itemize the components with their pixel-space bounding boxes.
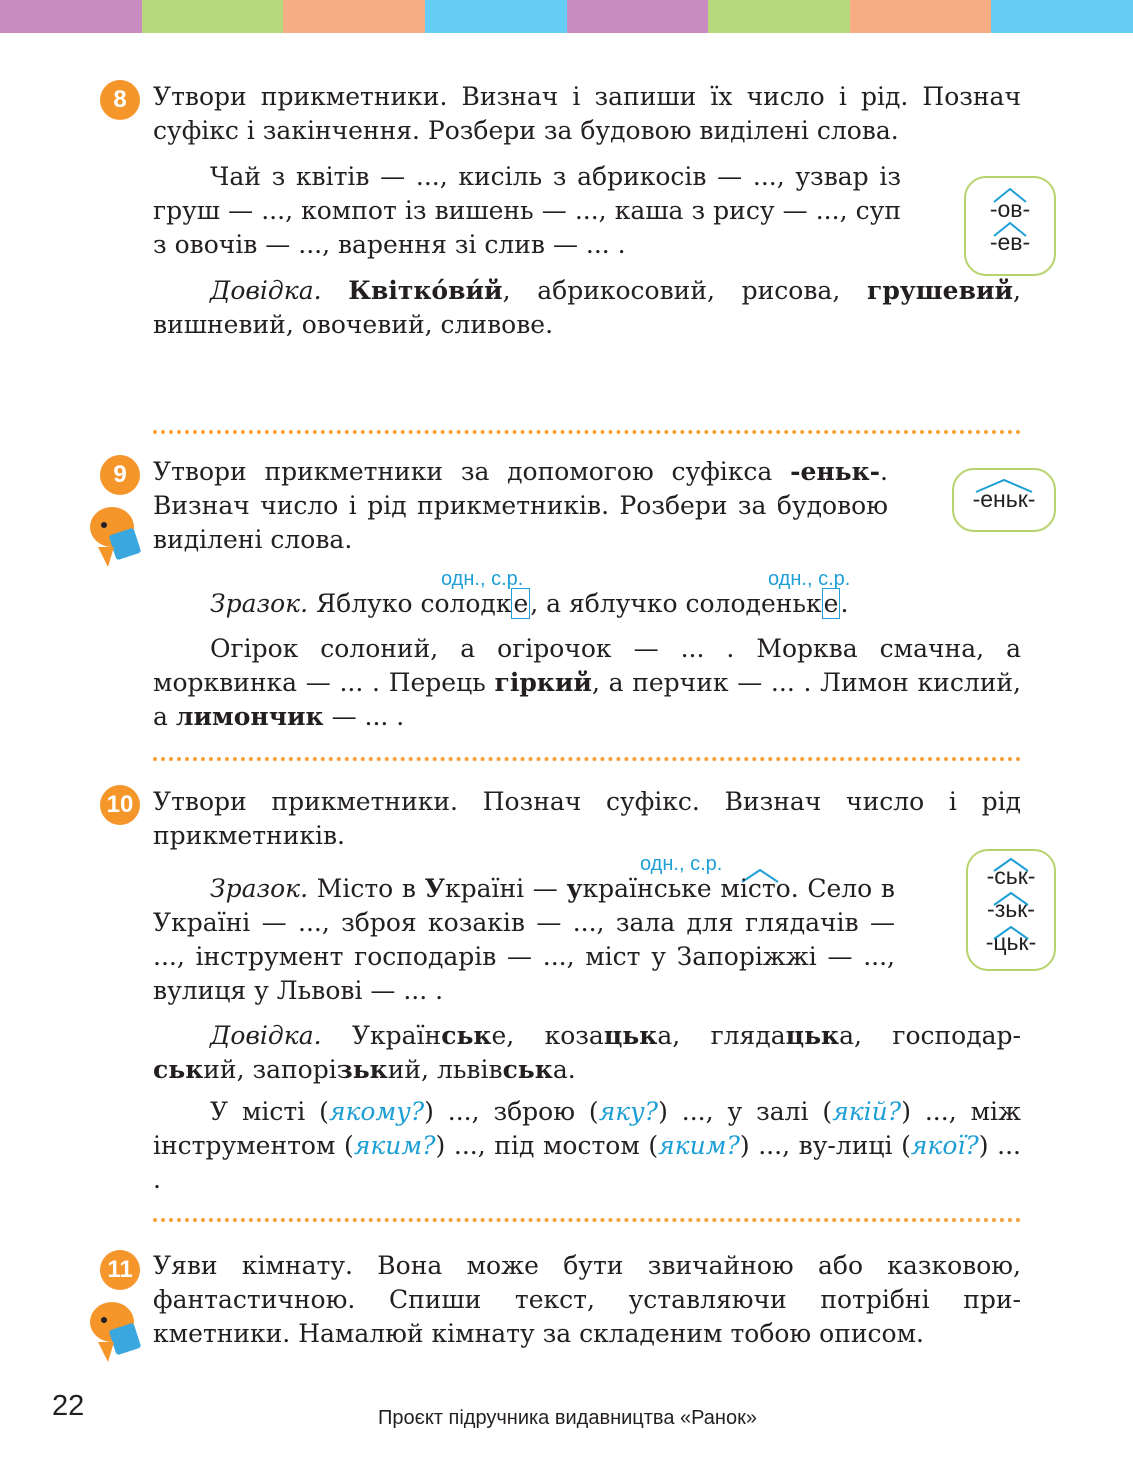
bold-suffix: ськ [441, 1021, 492, 1050]
question-word: яким? [658, 1131, 740, 1160]
color-stripe [850, 0, 992, 33]
bold-suffix: ськ [502, 1055, 553, 1084]
question-word: якому? [328, 1097, 425, 1126]
text: ) ..., ву-лиці ( [739, 1131, 911, 1160]
hint-text: , вишневий, овочевий, сливове. [153, 276, 1021, 339]
page-number: 22 [52, 1390, 85, 1422]
question-word: яким? [353, 1131, 436, 1160]
bold-word: гіркий [494, 668, 592, 697]
hint-bold-word: Квітко́ви́й [348, 276, 503, 305]
text: ) ..., у залі ( [658, 1097, 833, 1126]
exercise-11-task: Уяви кімнату. Вона може бути звичайною або казковою, фантастичною. Спиши текст, уставляючи потрібні при-кметники. Намалюй кімнату за складеним тобою описом. [153, 1251, 1021, 1348]
suffix-label: -зьк- [987, 896, 1035, 922]
text: — ... . [323, 702, 405, 731]
hint-label: Довідка. [210, 276, 322, 305]
task-text: Утвори прикметники за допомогою суфікса [153, 457, 791, 486]
color-stripe [567, 0, 709, 33]
bold-suffix: цьк [785, 1021, 840, 1050]
text: ий, львів [387, 1055, 503, 1084]
exercise-9-body [153, 587, 1021, 734]
exercise-number-9: 9 [100, 455, 140, 495]
pencil-mascot-icon [86, 1298, 146, 1364]
bold-suffix: ськ [153, 1055, 204, 1084]
dotted-divider [153, 757, 1021, 761]
exercise-10-sample [153, 872, 895, 1008]
footer-note: Проєкт підручника видавництва «Ранок» [378, 1407, 757, 1429]
text: , а перчик — ... . Лимон кислий, а [153, 668, 1021, 731]
text: У місті ( [210, 1097, 329, 1126]
text: ) ..., під мостом ( [435, 1131, 659, 1160]
exercise-8-hint [153, 274, 1021, 342]
exercise-9-sample [153, 587, 1021, 621]
question-word: яку? [598, 1097, 659, 1126]
sample-text: Яблуко солодк [308, 589, 512, 618]
text: а, господар- [839, 1021, 1021, 1050]
hint-bold-word: грушевий [867, 276, 1014, 305]
exercise-10-body [153, 872, 895, 1008]
color-stripe [0, 0, 142, 33]
suffix-tile-ov-ev [964, 176, 1056, 276]
sample-label: Зразок. [210, 589, 309, 618]
text: Україн [321, 1021, 442, 1050]
text: ) ..., зброю ( [424, 1097, 599, 1126]
suffix-label: -еньк- [972, 486, 1036, 512]
color-stripe [991, 0, 1133, 33]
bold-letter: у [566, 874, 583, 903]
color-stripe [142, 0, 284, 33]
annotation-number-gender: одн., с.р. [768, 568, 851, 590]
annotation-number-gender: одн., с.р. [441, 568, 524, 590]
text: Місто в [308, 874, 425, 903]
exercise-10-task: Утвори прикметники. Познач суфікс. Визнач число і рід прикметників. [153, 787, 1021, 850]
exercise-10 [153, 785, 1021, 853]
annotation-number-gender: одн., с.р. [640, 853, 723, 875]
task-text: . Визнач число і рід прикметників. Розбери за будовою виділені слова. [153, 457, 888, 554]
exercise-9 [153, 455, 1021, 557]
exercise-11 [153, 1249, 1021, 1351]
text: країні — [444, 874, 567, 903]
exercise-9-task [153, 455, 888, 557]
exercise-10-hint [153, 1019, 1021, 1087]
question-word: якої? [910, 1131, 979, 1160]
ending-box: е [823, 589, 839, 618]
text: ий, запорі [203, 1055, 337, 1084]
hint-text: , абрикосовий, рисова, [502, 276, 867, 305]
text: а. [552, 1055, 576, 1084]
suffix-mark-icon [954, 470, 1054, 530]
exercise-8 [153, 80, 1021, 342]
ending-box: е [513, 589, 529, 618]
exercise-number-10: 10 [100, 785, 140, 825]
text: е, коза [491, 1021, 604, 1050]
question-word: якій? [832, 1097, 902, 1126]
bold-letter: У [424, 874, 445, 903]
text: Огірок солоний, а огірочок — ... . Морква смачна, а морквинка — ... . Перець [153, 634, 1021, 697]
color-stripe [283, 0, 425, 33]
text: країнське місто. Село в Україні — ..., зброя козаків — ..., зала для глядачів — ..., інструмент господарів — ..., міст у Запоріжжі — ..., вулиця у Львові — ... . [153, 874, 895, 1005]
suffix-tile-sk-zk-tsk [966, 849, 1056, 971]
sample-text: , а яблучко солоденьк [530, 589, 822, 618]
hint-label: Довідка. [210, 1021, 322, 1050]
color-stripe [708, 0, 850, 33]
sample-label: Зразок. [210, 874, 309, 903]
color-stripe [425, 0, 567, 33]
suffix-mark-icon [966, 178, 1054, 274]
dotted-divider [153, 430, 1021, 434]
task-bold-suffix: -еньк- [790, 457, 881, 486]
text: а, гляда [657, 1021, 786, 1050]
suffix-tile-enk [952, 468, 1056, 532]
suffix-mark-icon [968, 851, 1054, 969]
suffix-label: -цьк- [985, 929, 1037, 955]
exercise-number-8: 8 [100, 80, 140, 120]
exercise-10-questions [153, 1095, 1021, 1197]
exercise-10-hint-block [153, 1019, 1021, 1197]
bold-suffix: зьк [336, 1055, 388, 1084]
exercise-8-task: Утвори прикметники. Визнач і запиши їх число і рід. Познач суфікс і закінчення. Розбери за будовою виділені слова. [153, 82, 1021, 145]
text: ) ... . [153, 1131, 1022, 1194]
text: ) ..., між інструментом ( [153, 1097, 1022, 1160]
suffix-label: -ськ- [986, 863, 1036, 889]
exercise-number-11: 11 [100, 1250, 140, 1290]
dotted-divider [153, 1218, 1021, 1222]
sample-text: . [840, 589, 849, 618]
top-color-bar [0, 0, 1133, 33]
exercise-8-text: Чай з квітів — ..., кисіль з абрикосів — ..., узвар із груш — ..., компот із вишень — ..., каша з рису — ..., суп з овочів — ..., варення зі слив — ... . [153, 162, 901, 259]
exercise-9-text [153, 632, 1021, 734]
suffix-label: -ев- [989, 229, 1031, 255]
bold-suffix: цьк [603, 1021, 658, 1050]
bold-word: лимончик [175, 702, 324, 731]
pencil-mascot-icon [86, 503, 146, 569]
suffix-label: -ов- [989, 196, 1031, 222]
